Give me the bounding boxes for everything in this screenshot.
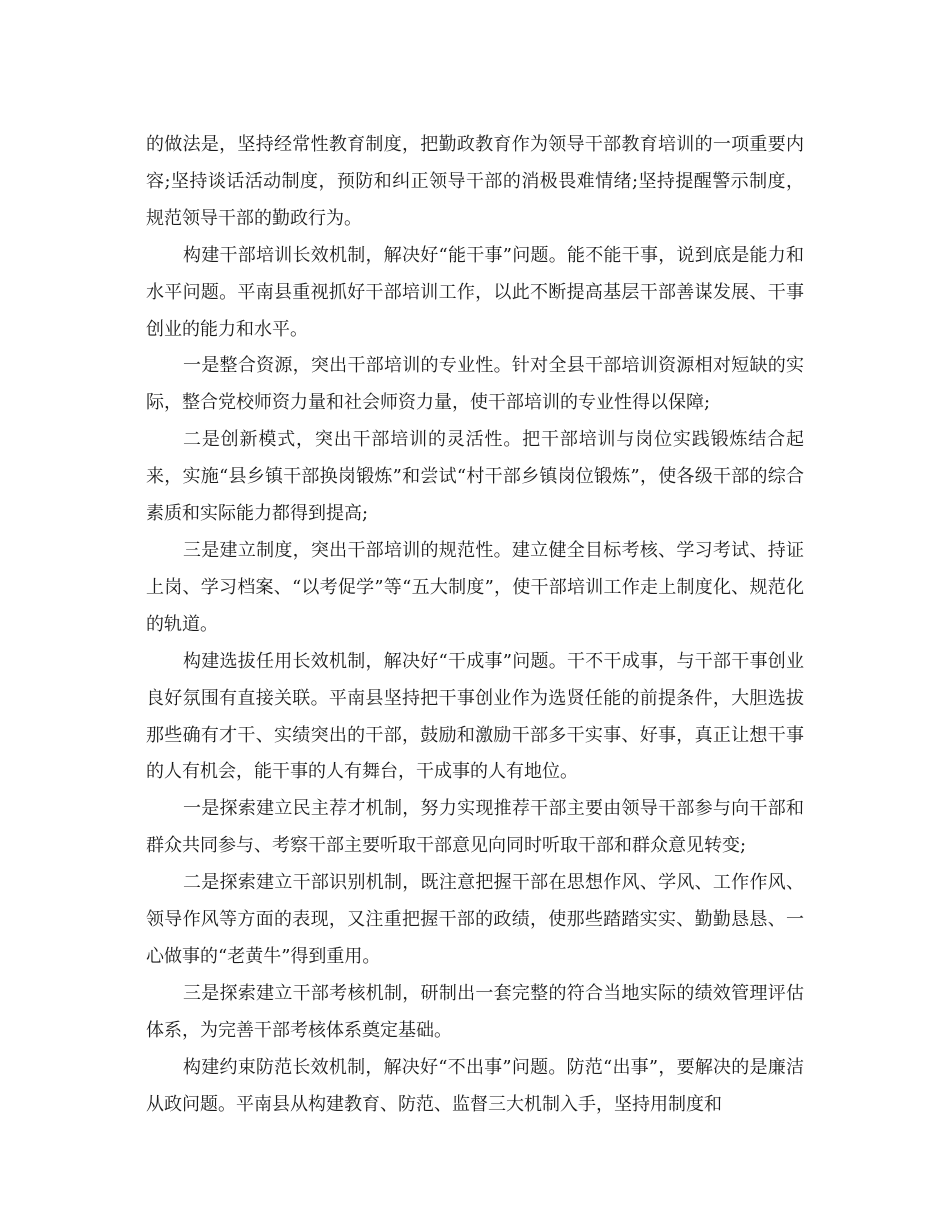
paragraph-integrate-resources: 一是整合资源，突出干部培训的专业性。针对全县干部培训资源相对短缺的实际，整合党校师资力量和社会师资力量，使干部培训的专业性得以保障; [146, 355, 804, 414]
paragraph-selection-mechanism: 构建选拔任用长效机制，解决好“干成事”问题。干不干成事，与干部干事创业良好氛围有直接关联。平南县坚持把干事创业作为选贤任能的前提条件，大胆选拔那些确有才干、实绩突出的干部，鼓励和激励干部多干实事、好事，真正让想干事的人有机会，能干事的人有舞台，干成事的人有地位。 [146, 650, 804, 783]
paragraph-innovate-mode: 二是创新模式，突出干部培训的灵活性。把干部培训与岗位实践锻炼结合起来，实施“县乡镇干部换岗锻炼”和尝试“村干部乡镇岗位锻炼”，使各级干部的综合素质和实际能力都得到提高; [146, 429, 804, 525]
body-text [146, 127, 804, 1123]
paragraph-continued: 的做法是，坚持经常性教育制度，把勤政教育作为领导干部教育培训的一项重要内容;坚持谈话活动制度，预防和纠正领导干部的消极畏难情绪;坚持提醒警示制度，规范领导干部的勤政行为。 [146, 134, 804, 229]
paragraph-restraint-mechanism: 构建约束防范长效机制，解决好“不出事”问题。防范“出事”，要解决的是廉洁从政问题。平南县从构建教育、防范、监督三大机制入手，坚持用制度和 [146, 1056, 804, 1115]
paragraph-cadre-identification: 二是探索建立干部识别机制，既注意把握干部在思想作风、学风、工作作风、领导作风等方面的表现，又注重把握干部的政绩，使那些踏踏实实、勤勤恳恳、一心做事的“老黄牛”得到重用。 [146, 872, 804, 967]
paragraph-cadre-assessment: 三是探索建立干部考核机制，研制出一套完整的符合当地实际的绩效管理评估体系，为完善干部考核体系奠定基础。 [146, 982, 804, 1041]
paragraph-democratic-recommendation: 一是探索建立民主荐才机制，努力实现推荐干部主要由领导干部参与向干部和群众共同参与、考察干部主要听取干部意见向同时听取干部和群众意见转变; [146, 798, 804, 857]
paragraph-training-mechanism: 构建干部培训长效机制，解决好“能干事”问题。能不能干事，说到底是能力和水平问题。平南县重视抓好干部培训工作，以此不断提高基层干部善谋发展、干事创业的能力和水平。 [146, 244, 804, 340]
paragraph-establish-system: 三是建立制度，突出干部培训的规范性。建立健全目标考核、学习考试、持证上岗、学习档案、“以考促学”等“五大制度”，使干部培训工作走上制度化、规范化的轨道。 [146, 539, 804, 635]
